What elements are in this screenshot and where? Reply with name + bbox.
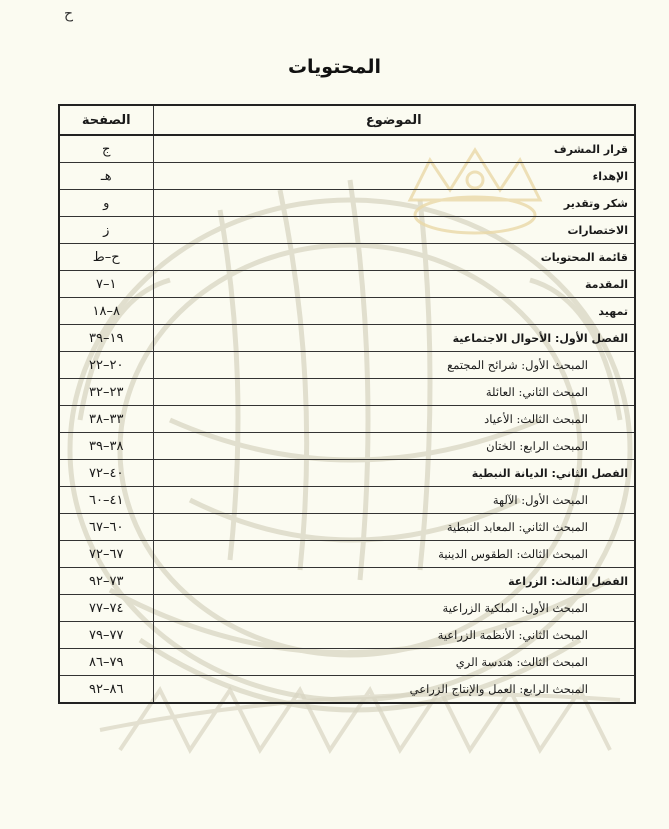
header-page: الصفحة [59, 105, 153, 135]
topic-cell: الفصل الثالث: الزراعة [153, 568, 635, 595]
page-number-cell: هـ [59, 163, 153, 190]
topic-cell: المبحث الأول: الآلهة [153, 487, 635, 514]
topic-cell: المبحث الثاني: الأنظمة الزراعية [153, 622, 635, 649]
table-row [59, 460, 635, 487]
page-number-cell: ٢٠–٢٢ [59, 352, 153, 379]
contents-table-body [59, 135, 635, 703]
contents-table [58, 104, 636, 704]
table-row [59, 622, 635, 649]
topic-cell: الفصل الثاني: الديانة النبطية [153, 460, 635, 487]
page-number-cell: ١–٧ [59, 271, 153, 298]
page-number-cell: ٢٣–٣٢ [59, 379, 153, 406]
page-number-cell: ٣٣–٣٨ [59, 406, 153, 433]
page-number-cell: ٣٨–٣٩ [59, 433, 153, 460]
topic-cell: المبحث الرابع: الختان [153, 433, 635, 460]
table-row [59, 433, 635, 460]
table-row [59, 595, 635, 622]
page-number-cell: ٦٠–٦٧ [59, 514, 153, 541]
page-number-cell: ٨٦–٩٢ [59, 676, 153, 704]
topic-cell: المبحث الثالث: هندسة الري [153, 649, 635, 676]
topic-cell: المبحث الثالث: الأعياد [153, 406, 635, 433]
topic-cell: الإهداء [153, 163, 635, 190]
table-row [59, 379, 635, 406]
table-row [59, 217, 635, 244]
topic-cell: المبحث الثالث: الطقوس الدينية [153, 541, 635, 568]
table-row [59, 568, 635, 595]
table-row [59, 244, 635, 271]
topic-cell: المبحث الرابع: العمل والإنتاج الزراعي [153, 676, 635, 704]
page-number-cell: ٦٧–٧٢ [59, 541, 153, 568]
table-row [59, 541, 635, 568]
topic-cell: المبحث الثاني: المعابد النبطية [153, 514, 635, 541]
topic-cell: الاختصارات [153, 217, 635, 244]
table-row [59, 487, 635, 514]
page-letter: ح [64, 6, 74, 22]
topic-cell: المبحث الأول: شرائح المجتمع [153, 352, 635, 379]
table-row [59, 325, 635, 352]
page-number-cell: ٧٧–٧٩ [59, 622, 153, 649]
page-number-cell: ١٩–٣٩ [59, 325, 153, 352]
topic-cell: الفصل الأول: الأحوال الاجتماعية [153, 325, 635, 352]
header-topic: الموضوع [153, 105, 635, 135]
topic-cell: شكر وتقدير [153, 190, 635, 217]
table-row [59, 406, 635, 433]
table-row [59, 352, 635, 379]
page-number-cell: ج [59, 135, 153, 163]
table-row [59, 163, 635, 190]
table-row [59, 135, 635, 163]
table-row [59, 649, 635, 676]
page-number-cell: ٤٠–٧٢ [59, 460, 153, 487]
page-number-cell: ٧٣–٩٢ [59, 568, 153, 595]
table-row [59, 271, 635, 298]
table-row [59, 190, 635, 217]
page-number-cell: ٧٤–٧٧ [59, 595, 153, 622]
topic-cell: تمهيد [153, 298, 635, 325]
topic-cell: المقدمة [153, 271, 635, 298]
page-number-cell: ح–ط [59, 244, 153, 271]
topic-cell: قائمة المحتويات [153, 244, 635, 271]
topic-cell: قرار المشرف [153, 135, 635, 163]
table-row [59, 514, 635, 541]
page-number-cell: ٨–١٨ [59, 298, 153, 325]
table-row [59, 676, 635, 704]
table-row [59, 298, 635, 325]
page-number-cell: و [59, 190, 153, 217]
page-number-cell: ٤١–٦٠ [59, 487, 153, 514]
topic-cell: المبحث الثاني: العائلة [153, 379, 635, 406]
page-number-cell: ٧٩–٨٦ [59, 649, 153, 676]
page-title: المحتويات [287, 56, 382, 78]
topic-cell: المبحث الأول: الملكية الزراعية [153, 595, 635, 622]
page-number-cell: ز [59, 217, 153, 244]
table-header-row [59, 105, 635, 135]
